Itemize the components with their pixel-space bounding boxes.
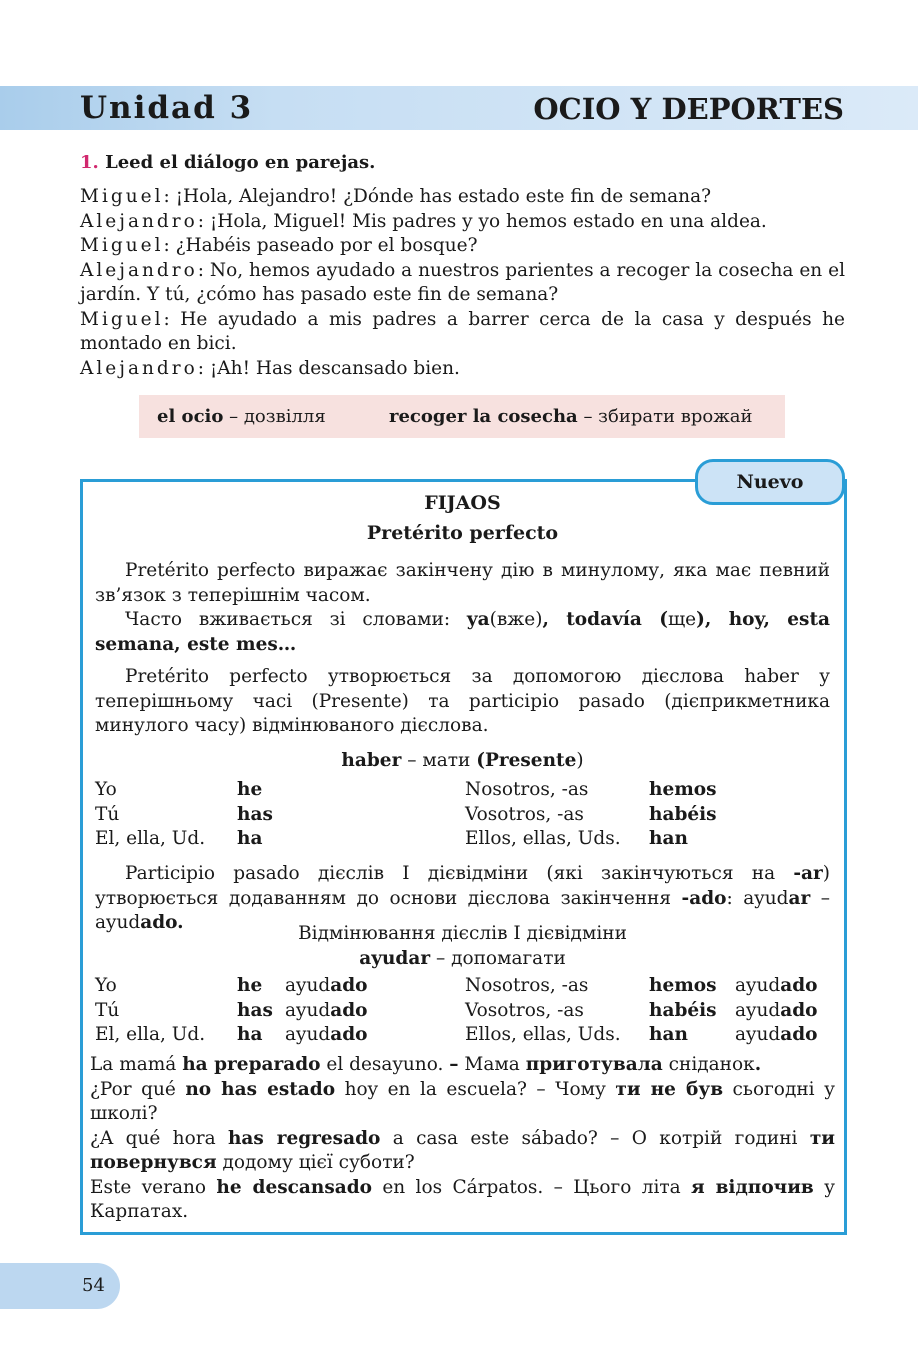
box-title-block bbox=[95, 488, 830, 548]
verb-form: ha bbox=[237, 828, 263, 849]
table-row bbox=[95, 1024, 830, 1049]
dialog-line: Alejandro: No, hemos ayudado a nuestros parientes a recoger la cosecha en el jardín. Y tú, ¿cómo has pasado este fin de semana? bbox=[80, 259, 845, 305]
pronoun: Yo bbox=[95, 779, 117, 800]
table-row bbox=[95, 828, 830, 853]
p4-bold: -ar bbox=[793, 863, 823, 884]
participle-stem: ayud bbox=[735, 975, 781, 996]
participle-ending: ado bbox=[330, 999, 368, 1021]
ex-text: ¿Por qué bbox=[90, 1078, 186, 1100]
ayudar-verb: ayudar bbox=[359, 947, 431, 969]
ex-bold: has regresado bbox=[227, 1127, 381, 1149]
dialog-text: ¿Habéis paseado por el bosque? bbox=[175, 235, 478, 256]
haber-verb: haber bbox=[341, 750, 402, 771]
box-title: FIJAOS bbox=[424, 492, 501, 514]
ex-bold: he descansado bbox=[216, 1176, 373, 1198]
haber-heading bbox=[95, 749, 830, 774]
vocab-translation: – збирати врожай bbox=[583, 406, 753, 427]
pronoun: Tú bbox=[95, 803, 120, 825]
verb-form: hemos bbox=[649, 779, 717, 800]
table-row bbox=[95, 804, 830, 829]
haber-tense: (Presente bbox=[476, 750, 577, 771]
verb-form: han bbox=[649, 828, 688, 849]
example-sentence bbox=[90, 1176, 835, 1225]
speaker-name: Alejandro bbox=[80, 357, 198, 379]
table-row bbox=[95, 975, 830, 1000]
pronoun: Ellos, ellas, Uds. bbox=[465, 1024, 621, 1045]
table-row bbox=[95, 779, 830, 804]
example-sentence bbox=[90, 1078, 835, 1127]
p4-text: ) утворюється додаванням до основи дієслова закінчення bbox=[95, 863, 830, 909]
p4-text: : ayud bbox=[726, 887, 789, 909]
speaker-name: Alejandro bbox=[80, 259, 198, 281]
unit-label: Unidad 3 bbox=[80, 90, 254, 126]
ex-bold: ти не був bbox=[615, 1078, 724, 1100]
ex-bold: приготувала bbox=[525, 1054, 663, 1075]
exercise-number: 1. bbox=[80, 152, 99, 173]
participle bbox=[285, 1000, 368, 1021]
dialog-line: Miguel: ¿Habéis paseado por el bosque? bbox=[80, 235, 478, 256]
pronoun: Nosotros, -as bbox=[465, 779, 589, 800]
speaker-name: Miguel bbox=[80, 308, 164, 330]
pronoun: Tú bbox=[95, 999, 120, 1021]
participle bbox=[285, 1024, 368, 1045]
ex-text: el desayuno. bbox=[320, 1054, 450, 1075]
dialog-line: Miguel: ¡Hola, Alejandro! ¿Dónde has estado este fin de semana? bbox=[80, 186, 712, 207]
dialog-text: ¡Hola, Miguel! Mis padres y yo hemos estado en una aldea. bbox=[209, 210, 767, 232]
page-number: 54 bbox=[82, 1275, 105, 1296]
table-row bbox=[95, 1000, 830, 1025]
examples bbox=[90, 1053, 835, 1225]
pronoun: Vosotros, -as bbox=[465, 803, 584, 825]
ex-text: hoy en la escuela? – Чому bbox=[335, 1078, 616, 1100]
verb-form: han bbox=[649, 1024, 688, 1045]
ex-text: Este verano bbox=[90, 1176, 217, 1198]
p2-word: ya bbox=[466, 609, 490, 630]
pronoun: Yo bbox=[95, 975, 117, 996]
box-subtitle: Pretérito perfecto bbox=[366, 522, 559, 544]
speaker-name: Miguel bbox=[80, 186, 164, 207]
ex-bold: ha preparado bbox=[182, 1054, 321, 1075]
participle-stem: ayud bbox=[285, 1024, 331, 1045]
example-sentence bbox=[90, 1053, 835, 1078]
dialog-line: Alejandro: ¡Ah! Has descansado bien. bbox=[80, 357, 460, 379]
ex-bold: . bbox=[754, 1054, 762, 1075]
dialog bbox=[80, 185, 845, 381]
ex-bold: я відпочив bbox=[691, 1176, 814, 1198]
pronoun: Ellos, ellas, Uds. bbox=[465, 828, 621, 849]
participle-stem: ayud bbox=[735, 999, 781, 1021]
dialog-text: No, hemos ayudado a nuestros parientes a recoger la cosecha en el jardín. Y tú, ¿cómo has pasado este fin de semana? bbox=[80, 259, 845, 305]
rule-text bbox=[95, 559, 830, 657]
ex-text: у Карпатах. bbox=[90, 1176, 836, 1222]
speaker-name: Miguel bbox=[80, 235, 164, 256]
p2-prefix: Часто вживається зі словами: bbox=[125, 609, 467, 630]
ex-text: сніданок bbox=[662, 1054, 755, 1075]
ex-text: La mamá bbox=[90, 1054, 183, 1075]
ayudar-heading bbox=[95, 922, 830, 971]
haber-table bbox=[95, 779, 830, 853]
verb-form: hemos bbox=[649, 975, 717, 996]
participle-ending: ado bbox=[780, 1024, 818, 1045]
pronoun: El, ella, Ud. bbox=[95, 1024, 206, 1045]
p4-text: Participio pasado дієслів I дієвідміни (які закінчуються на bbox=[125, 863, 794, 884]
verb-form: has bbox=[237, 803, 273, 825]
participle-ending: ado bbox=[780, 999, 818, 1021]
haber-gloss: – мати bbox=[401, 750, 477, 771]
participle bbox=[285, 975, 368, 996]
p4-text: – ayud bbox=[95, 887, 830, 933]
dialog-text: ¡Ah! Has descansado bien. bbox=[209, 357, 460, 379]
p4-bold: ar bbox=[788, 887, 811, 909]
verb-form: habéis bbox=[649, 803, 717, 825]
ex-bold: no has estado bbox=[185, 1078, 336, 1100]
participle-ending: ado bbox=[330, 975, 368, 996]
participle-stem: ayud bbox=[285, 999, 331, 1021]
vocab-term: recoger la cosecha bbox=[389, 406, 578, 427]
p4-bold: ado. bbox=[140, 912, 184, 933]
verb-form: has bbox=[237, 999, 273, 1021]
participle bbox=[735, 975, 818, 996]
pronoun: Vosotros, -as bbox=[465, 999, 584, 1021]
participle-ending: ado bbox=[330, 1024, 368, 1045]
ex-text: сьогодні у школі? bbox=[90, 1078, 835, 1124]
participle-ending: ado bbox=[780, 975, 818, 996]
vocab-translation: – дозвілля bbox=[229, 406, 326, 427]
exercise-instruction: Leed el diálogo en parejas. bbox=[105, 152, 376, 173]
participle bbox=[735, 1024, 818, 1045]
participle bbox=[735, 1000, 818, 1021]
ex-text: ¿A qué hora bbox=[90, 1127, 228, 1149]
vocab-term: el ocio bbox=[157, 406, 224, 427]
nuevo-badge: Nuevo bbox=[695, 459, 845, 505]
pronoun: El, ella, Ud. bbox=[95, 828, 206, 849]
verb-form: ha bbox=[237, 1024, 263, 1045]
ayudar-heading-line bbox=[95, 947, 830, 972]
ex-text: додому цієї суботи? bbox=[216, 1152, 415, 1173]
exercise-heading bbox=[80, 152, 375, 173]
p2-gloss: (вже) bbox=[489, 609, 543, 630]
rule-paragraph-3: Pretérito perfecto утворюється за допомогою дієслова haber у теперішньому часі (Presente) та participio pasado (дієприкметника минулого часу) відмінюваного дієслова. bbox=[95, 666, 830, 736]
ayudar-gloss: – допомагати bbox=[430, 947, 566, 969]
participle-stem: ayud bbox=[285, 975, 331, 996]
conjugation-heading: Відмінювання дієслів I дієвідміни bbox=[298, 923, 627, 944]
rule-text-2 bbox=[95, 665, 830, 739]
haber-heading-line bbox=[95, 749, 830, 774]
example-sentence bbox=[90, 1127, 835, 1176]
ex-text: a casa este sábado? – О котрій годині bbox=[380, 1127, 810, 1149]
ex-text: Мама bbox=[458, 1054, 526, 1075]
vocabulary-box bbox=[139, 395, 785, 438]
dialog-text: ¡Hola, Alejandro! ¿Dónde has estado este fin de semana? bbox=[175, 186, 712, 207]
p2-word: , todavía ( bbox=[542, 609, 668, 630]
dialog-text: He ayudado a mis padres a barrer cerca de la casa y después he montado en bici. bbox=[80, 308, 845, 354]
rule-paragraph-1: Pretérito perfecto виражає закінчену дію в минулому, яка має певний зв’язок з теперішнім часом. bbox=[95, 560, 830, 606]
unit-title: OCIO Y DEPORTES bbox=[533, 92, 844, 126]
ex-bold: – bbox=[449, 1054, 459, 1075]
vocab-item bbox=[157, 395, 326, 438]
rule-paragraph-2 bbox=[95, 608, 830, 657]
ayudar-table bbox=[95, 975, 830, 1049]
speaker-name: Alejandro bbox=[80, 210, 198, 232]
ex-bold: ти повернувся bbox=[90, 1127, 835, 1173]
verb-form: he bbox=[237, 975, 263, 996]
ex-text: en los Cárpatos. – Цього літа bbox=[372, 1176, 691, 1198]
p4-bold: -ado bbox=[681, 887, 727, 909]
verb-form: habéis bbox=[649, 999, 717, 1021]
p2-word: ), hoy, esta semana, este mes… bbox=[95, 609, 830, 655]
pronoun: Nosotros, -as bbox=[465, 975, 589, 996]
participle-stem: ayud bbox=[735, 1024, 781, 1045]
haber-close: ) bbox=[576, 750, 584, 771]
dialog-line: Alejandro: ¡Hola, Miguel! Mis padres y yo hemos estado en una aldea. bbox=[80, 210, 767, 232]
dialog-line: Miguel: He ayudado a mis padres a barrer cerca de la casa y después he montado en bici. bbox=[80, 308, 845, 354]
vocab-item bbox=[389, 395, 753, 438]
verb-form: he bbox=[237, 779, 263, 800]
p2-gloss: ще bbox=[667, 609, 697, 630]
